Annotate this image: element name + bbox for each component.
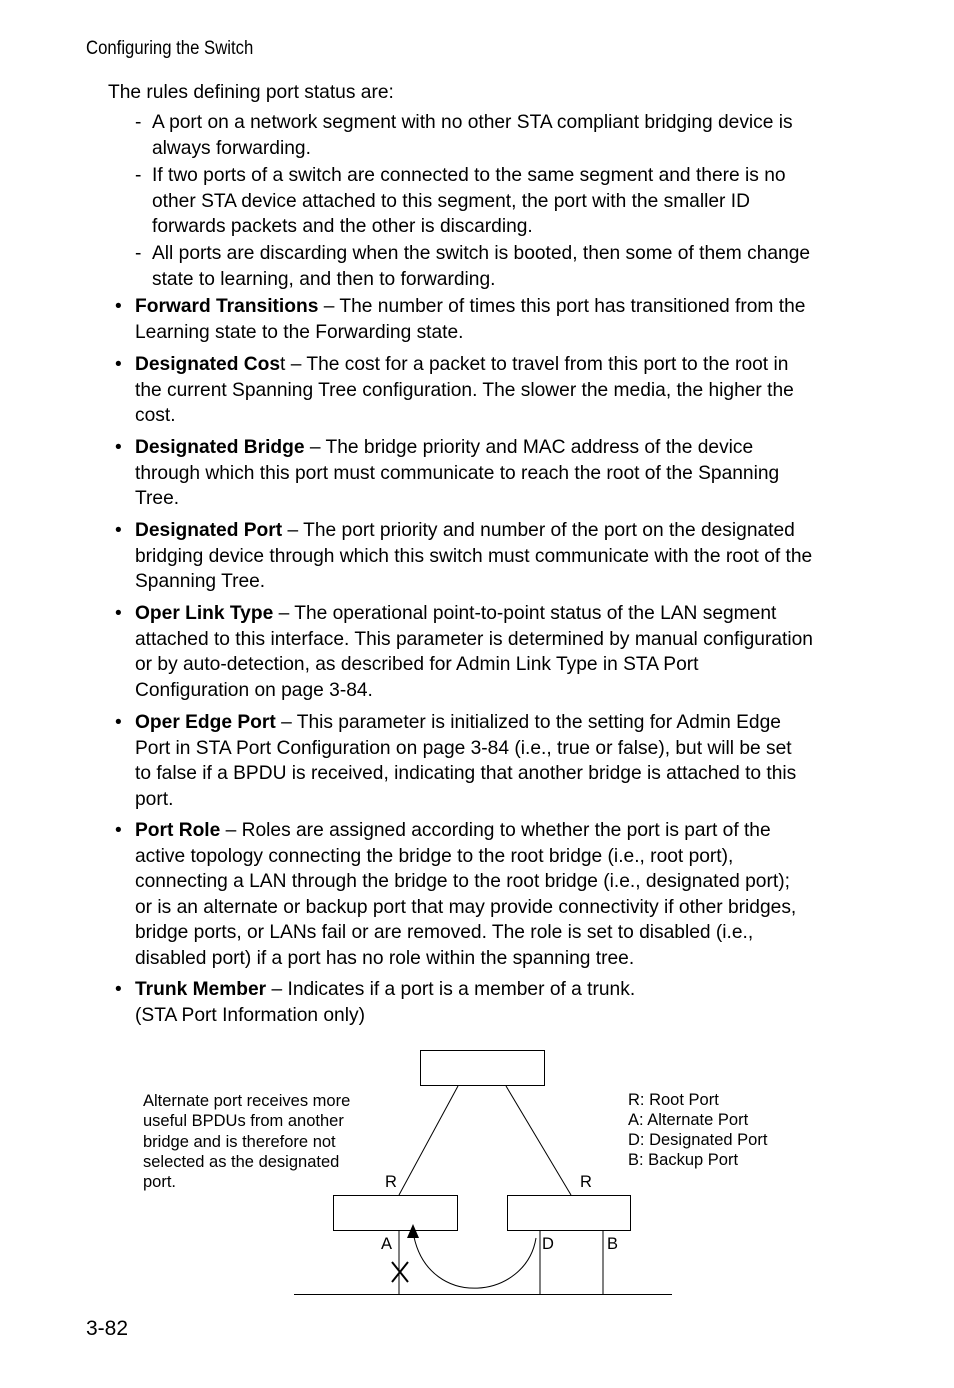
- root-port-label-right: R: [580, 1173, 592, 1191]
- text-line: active topology connecting the bridge to the root bridge (i.e., root port),: [135, 845, 734, 867]
- text-line: Learning state to the Forwarding state.: [135, 321, 464, 343]
- right-link-line: [506, 1086, 571, 1195]
- bpdu-arrow-curve: [414, 1237, 536, 1288]
- text-line: always forwarding.: [152, 137, 311, 159]
- note-line: port.: [143, 1173, 177, 1191]
- term: Port Role: [135, 820, 221, 841]
- right-bridge-box: [508, 1196, 631, 1231]
- text-line: attached to this interface. This parameter is determined by manual configuration: [135, 628, 813, 650]
- legend-line: A: Alternate Port: [628, 1111, 749, 1129]
- term: Forward Transitions: [135, 296, 319, 317]
- text-line: Trunk Member – Indicates if a port is a member of a trunk.: [135, 979, 636, 1000]
- note-line: selected as the designated: [143, 1153, 340, 1171]
- legend-line: D: Designated Port: [628, 1131, 768, 1149]
- text-line: If two ports of a switch are connected to the same segment and there is no: [152, 165, 786, 186]
- text-line: or by auto-detection, as described for Admin Link Type in STA Port: [135, 654, 699, 675]
- text-line: state to learning, and then to forwarding.: [152, 268, 496, 290]
- text-line: to false if a BPDU is received, indicating that another bridge is attached to this: [135, 763, 797, 784]
- text-line: Oper Edge Port – This parameter is initialized to the setting for Admin Edge: [135, 712, 781, 733]
- text-line: Oper Link Type – The operational point-to-point status of the LAN segment: [135, 603, 777, 624]
- term: Designated Port: [135, 520, 283, 541]
- bullet-dot: •: [115, 520, 122, 541]
- bullet-dot: •: [115, 437, 122, 458]
- term: Trunk Member: [135, 979, 267, 1000]
- root-bridge-box: [421, 1051, 545, 1086]
- text-line: Port Role – Roles are assigned according to whether the port is part of the: [135, 820, 771, 841]
- bullet-dot: •: [115, 820, 122, 841]
- bullet-dot: •: [115, 979, 122, 1000]
- bullet-dot: •: [115, 296, 122, 317]
- dash-mark: -: [135, 165, 142, 186]
- left-bridge-box: [334, 1196, 458, 1231]
- term: Oper Link Type: [135, 603, 274, 624]
- text-line: Spanning Tree.: [135, 571, 266, 592]
- text-line: Designated Port – The port priority and number of the port on the designated: [135, 520, 795, 541]
- text-line: Forward Transitions – The number of times this port has transitioned from the: [135, 296, 806, 317]
- dash-mark: -: [135, 243, 142, 264]
- text-line: the current Spanning Tree configuration. The slower the media, the higher the: [135, 379, 794, 401]
- text-line: bridging device through which this switch must communicate with the root of the: [135, 545, 813, 567]
- bullet-dot: •: [115, 354, 122, 375]
- text-line: (STA Port Information only): [135, 1004, 365, 1026]
- bullet-dot: •: [115, 603, 122, 624]
- text-line: other STA device attached to this segment, the port with the smaller ID: [152, 190, 750, 212]
- text-line: Tree.: [135, 488, 180, 509]
- text-line: connecting a LAN through the bridge to the root bridge (i.e., designated port);: [135, 871, 790, 892]
- text-line: port.: [135, 788, 174, 810]
- text-line: Designated Cost – The cost for a packet to travel from this port to the root in: [135, 354, 789, 375]
- text-line: forwards packets and the other is discarding.: [152, 216, 533, 237]
- term: Oper Edge Port: [135, 712, 276, 733]
- text-line: disabled port) if a port has no role within the spanning tree.: [135, 947, 635, 969]
- note-line: useful BPDUs from another: [143, 1112, 344, 1130]
- backup-port-label: B: [607, 1235, 619, 1253]
- root-port-label-left: R: [385, 1173, 397, 1191]
- text-line: Configuration on page 3-84.: [135, 679, 373, 701]
- bullet-dot: •: [115, 712, 122, 733]
- page-number: 3-82: [86, 1317, 129, 1340]
- text-line: through which this port must communicate to reach the root of the Spanning: [135, 462, 780, 484]
- designated-port-label: D: [542, 1235, 554, 1253]
- text-line: cost.: [135, 405, 176, 426]
- dash-mark: -: [135, 112, 142, 133]
- left-link-line: [399, 1086, 458, 1195]
- text-line: All ports are discarding when the switch is booted, then some of them change: [152, 243, 811, 264]
- term: Designated Cos: [135, 354, 281, 375]
- intro-text: The rules defining port status are:: [108, 82, 394, 103]
- text-line: Port in STA Port Configuration on page 3-84 (i.e., true or false), but will be set: [135, 737, 792, 759]
- note-line: Alternate port receives more: [143, 1092, 351, 1110]
- running-header: Configuring the Switch: [86, 38, 254, 59]
- term: Designated Bridge: [135, 437, 305, 458]
- text-line: bridge ports, or LANs fail or are removed. The role is set to disabled (i.e.,: [135, 922, 754, 943]
- note-line: bridge and is therefore not: [143, 1133, 336, 1151]
- legend-line: B: Backup Port: [628, 1151, 739, 1169]
- blocked-x-mark: [392, 1262, 408, 1282]
- text-line: or is an alternate or backup port that may provide connectivity if other bridges,: [135, 896, 797, 918]
- text-line: Designated Bridge – The bridge priority and MAC address of the device: [135, 437, 754, 458]
- legend-line: R: Root Port: [628, 1091, 719, 1109]
- alternate-port-label: A: [381, 1235, 393, 1253]
- text-line: A port on a network segment with no other STA compliant bridging device is: [152, 112, 793, 133]
